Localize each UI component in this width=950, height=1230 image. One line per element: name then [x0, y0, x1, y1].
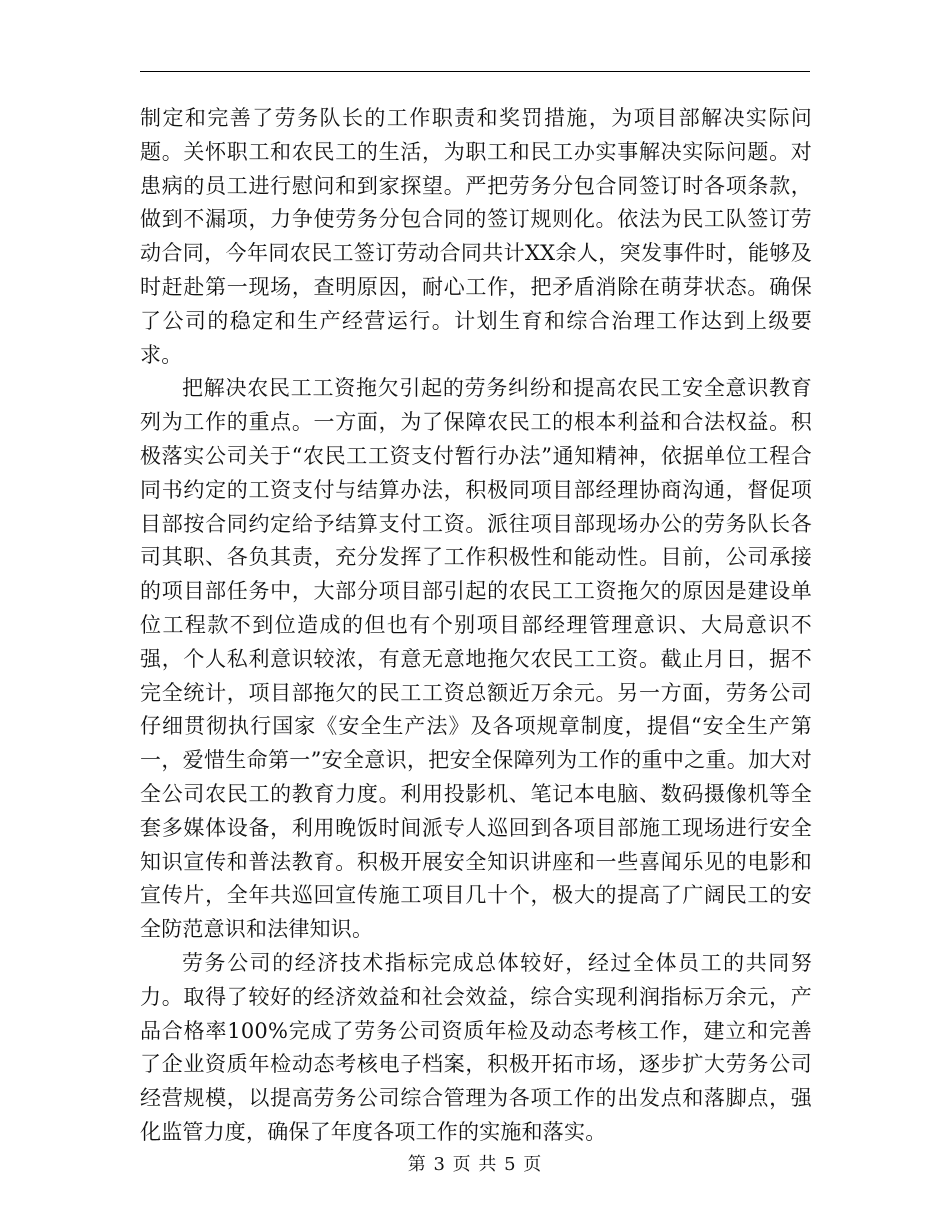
paragraph-1: 制定和完善了劳务队长的工作职责和奖罚措施，为项目部解决实际问题。关怀职工和农民工的生活，为职工和民工办实事解决实际问题。对患病的员工进行慰问和到家探望。严把劳务分包合同签订时各项条款，做到不漏项，力争使劳务分包合同的签订规则化。依法为民工队签订劳动合同，今年同农民工签订劳动合同共计XX余人，突发事件时，能够及时赶赴第一现场，查明原因，耐心工作，把矛盾消除在萌芽状态。确保了公司的稳定和生产经营运行。计划生育和综合治理工作达到上级要求。: [140, 106, 812, 367]
document-body: [140, 102, 812, 1150]
paragraph-3: 劳务公司的经济技术指标完成总体较好，经过全体员工的共同努力。取得了较好的经济效益和社会效益，综合实现利润指标万余元，产品合格率100%完成了劳务公司资质年检及动态考核工作，建立和完善了企业资质年检动态考核电子档案，积极开拓市场，逐步扩大劳务公司经营规模，以提高劳务公司综合管理为各项工作的出发点和落脚点，强化监管力度，确保了年度各项工作的实施和落实。: [140, 950, 812, 1144]
header-rule: [140, 71, 810, 72]
page-footer: 第 3 页 共 5 页: [407, 1154, 543, 1175]
paragraph-2: 把解决农民工工资拖欠引起的劳务纠纷和提高农民工安全意识教育列为工作的重点。一方面，为了保障农民工的根本利益和合法权益。积极落实公司关于“农民工工资支付暂行办法”通知精神，依据单位工程合同书约定的工资支付与结算办法，积极同项目部经理协商沟通，督促项目部按合同约定给予结算支付工资。派往项目部现场办公的劳务队长各司其职、各负其责，充分发挥了工作积极性和能动性。目前，公司承接的项目部任务中，大部分项目部引起的农民工工资拖欠的原因是建设单位工程款不到位造成的但也有个别项目部经理管理意识、大局意识不强，个人私利意识较浓，有意无意地拖欠农民工工资。截止月日，据不完全统计，项目部拖欠的民工工资总额近万余元。另一方面，劳务公司仔细贯彻执行国家《安全生产法》及各项规章制度，提倡“安全生产第一，爱惜生命第一”安全意识，把安全保障列为工作的重中之重。加大对全公司农民工的教育力度。利用投影机、笔记本电脑、数码摄像机等全套多媒体设备，利用晚饭时间派专人巡回到各项目部施工现场进行安全知识宣传和普法教育。积极开展安全知识讲座和一些喜闻乐见的电影和宣传片，全年共巡回宣传施工项目几十个，极大的提高了广阔民工的安全防范意识和法律知识。: [140, 376, 812, 942]
